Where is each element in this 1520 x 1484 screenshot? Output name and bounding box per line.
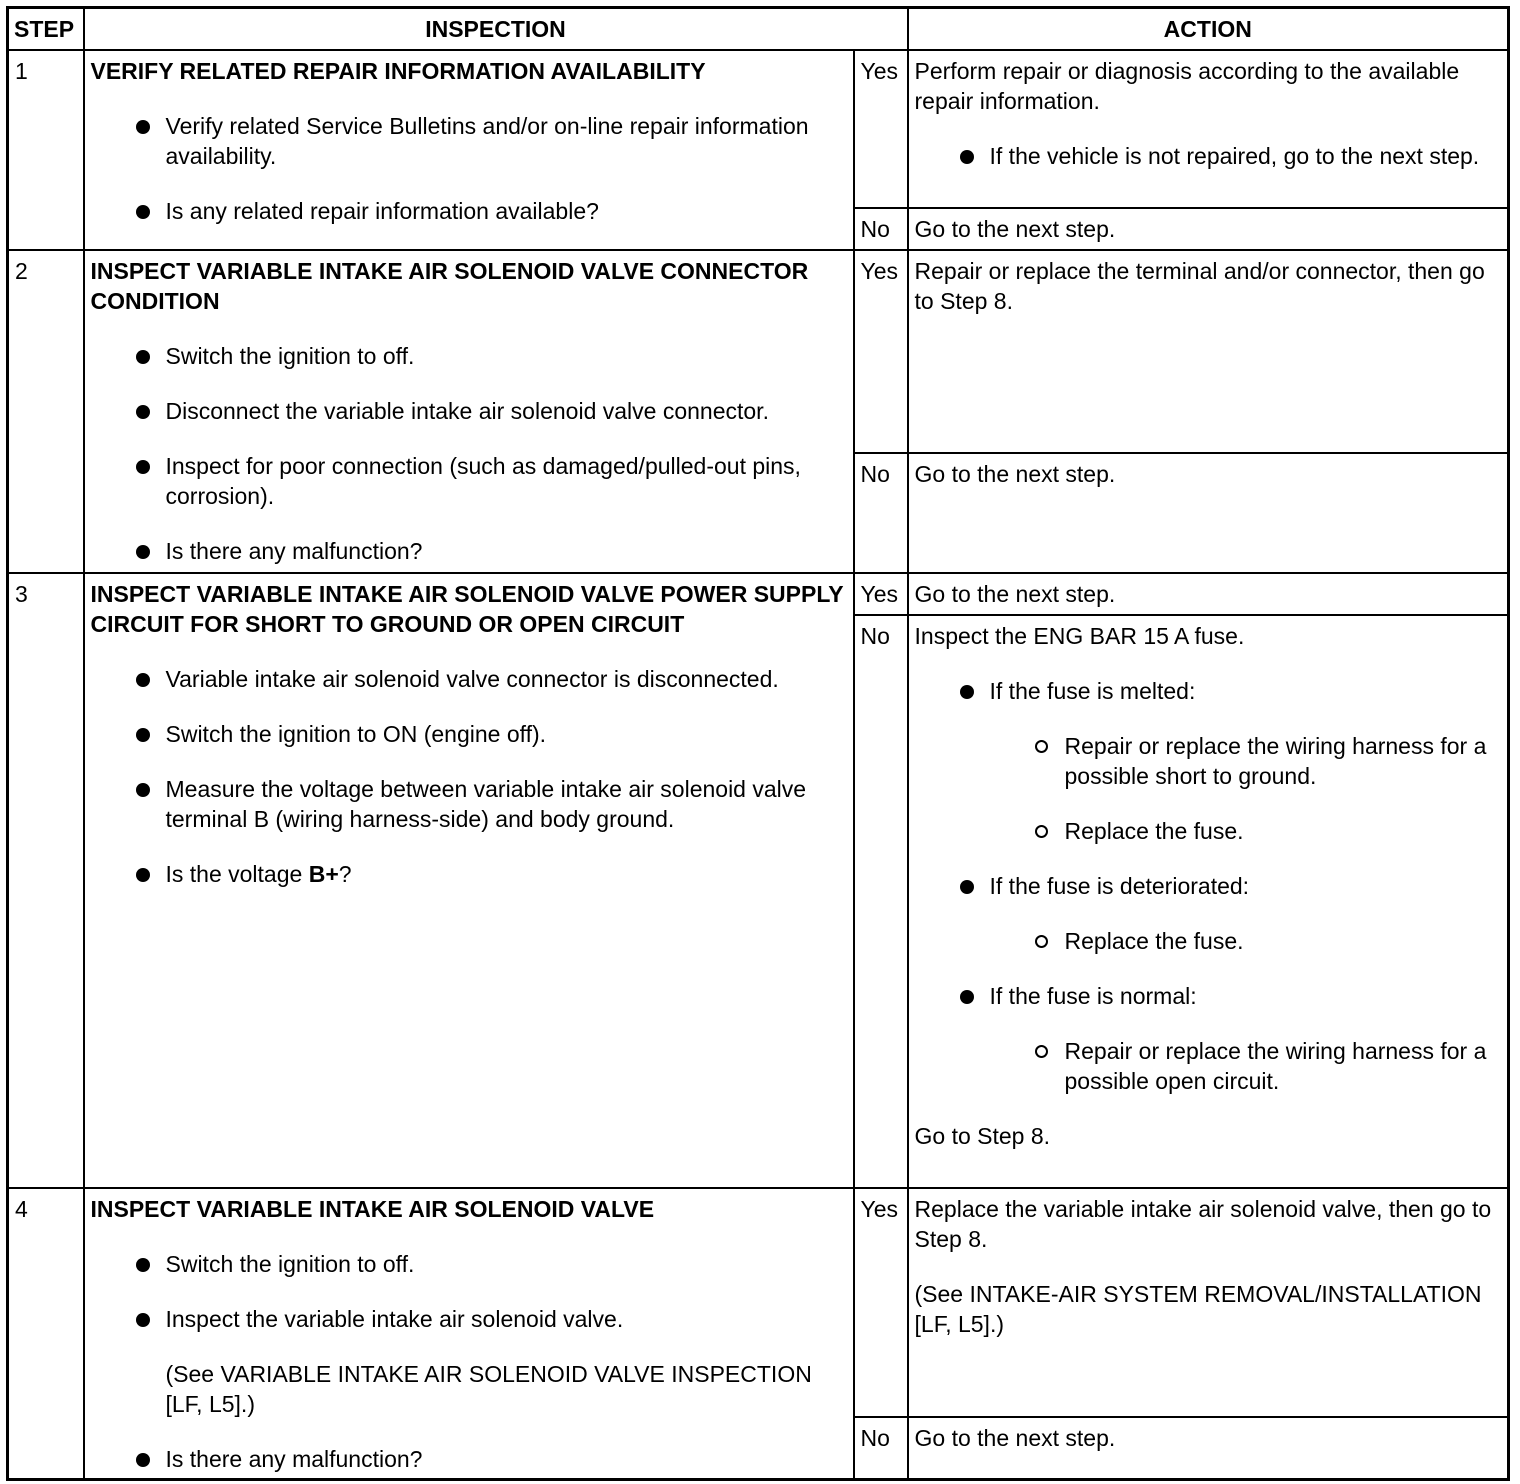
voltage-value: B+ (308, 860, 339, 887)
fuse-normal-label: If the fuse is normal: (989, 982, 1197, 1009)
action-sub-bullet: Replace the fuse. (990, 926, 1502, 956)
action-sub-bullet: Replace the fuse. (990, 816, 1502, 846)
action-sub-bullet: Repair or replace the wiring harness for a possible short to ground. (990, 731, 1502, 791)
step-3-no-action (908, 615, 1509, 1188)
no-label: No (854, 1417, 908, 1479)
inspection-bullet: Measure the voltage between variable intake air solenoid valve terminal B (wiring harness-side) and body ground. (91, 774, 847, 834)
step-title: INSPECT VARIABLE INTAKE AIR SOLENOID VALVE POWER SUPPLY CIRCUIT FOR SHORT TO GROUND OR OPEN CIRCUIT (90, 580, 844, 637)
inspection-bullet: Switch the ignition to ON (engine off). (91, 719, 847, 749)
step-title: INSPECT VARIABLE INTAKE AIR SOLENOID VALVE (90, 1195, 655, 1222)
header-action: ACTION (908, 8, 1509, 50)
inspection-bullet: Verify related Service Bulletins and/or on-line repair information availability. (91, 111, 847, 171)
step-3-yes-action: Go to the next step. (908, 573, 1509, 615)
step-4-yes-action (908, 1188, 1509, 1417)
inspection-bullet: Inspect for poor connection (such as damaged/pulled-out pins, corrosion). (91, 451, 847, 511)
step-title: VERIFY RELATED REPAIR INFORMATION AVAILABILITY (90, 57, 706, 84)
action-bullet (915, 981, 1502, 1096)
inspection-bullet: Switch the ignition to off. (91, 1249, 847, 1279)
step-1-yes-action (908, 50, 1509, 208)
inspection-bullet (91, 859, 847, 889)
step-2-inspection (84, 250, 854, 573)
diagnostic-table (6, 6, 1510, 1481)
yes-label: Yes (854, 50, 908, 208)
step-2-yes-action: Repair or replace the terminal and/or connector, then go to Step 8. (908, 250, 1509, 453)
step-3-inspection (84, 573, 854, 1188)
fuse-deteriorated-label: If the fuse is deteriorated: (989, 872, 1250, 899)
goto-step-text: Go to Step 8. (914, 1122, 1051, 1149)
action-bullet (915, 676, 1502, 846)
step-1-yes-row (8, 50, 1509, 208)
header-step: STEP (8, 8, 84, 50)
step-3-yes-row (8, 573, 1509, 615)
no-label: No (854, 615, 908, 1188)
step-4-no-action: Go to the next step. (908, 1417, 1509, 1479)
inspection-bullet: Is any related repair information available? (91, 196, 847, 226)
reference-note: (See VARIABLE INTAKE AIR SOLENOID VALVE INSPECTION [LF, L5].) (165, 1360, 812, 1417)
action-text: Replace the variable intake air solenoid valve, then go to Step 8. (914, 1195, 1492, 1252)
inspection-bullet: Variable intake air solenoid valve connector is disconnected. (91, 664, 847, 694)
step-title: INSPECT VARIABLE INTAKE AIR SOLENOID VALVE CONNECTOR CONDITION (90, 257, 809, 314)
step-1-no-action: Go to the next step. (908, 208, 1509, 250)
step-2-yes-row (8, 250, 1509, 453)
no-label: No (854, 208, 908, 250)
yes-label: Yes (854, 250, 908, 453)
question-prefix: Is the voltage (165, 860, 309, 887)
yes-label: Yes (854, 573, 908, 615)
step-number: 3 (8, 573, 84, 1188)
step-number: 2 (8, 250, 84, 573)
yes-label: Yes (854, 1188, 908, 1417)
header-inspection: INSPECTION (84, 8, 908, 50)
inspection-bullet: Disconnect the variable intake air solenoid valve connector. (91, 396, 847, 426)
action-sub-bullet: Repair or replace the wiring harness for a possible open circuit. (990, 1036, 1502, 1096)
inspection-bullet: Inspect the variable intake air solenoid valve. (91, 1304, 847, 1334)
inspection-bullet: Is there any malfunction? (91, 536, 847, 566)
step-number: 4 (8, 1188, 84, 1480)
action-text: Perform repair or diagnosis according to the available repair information. (914, 57, 1460, 114)
step-number: 1 (8, 50, 84, 250)
step-2-no-action: Go to the next step. (908, 453, 1509, 573)
no-label: No (854, 453, 908, 573)
header-row (8, 8, 1509, 50)
inspection-bullet: Is there any malfunction? (91, 1444, 847, 1474)
question-suffix: ? (338, 860, 352, 887)
action-bullet: If the vehicle is not repaired, go to the next step. (915, 141, 1502, 171)
fuse-melted-label: If the fuse is melted: (989, 677, 1196, 704)
step-1-inspection (84, 50, 854, 250)
step-4-inspection (84, 1188, 854, 1480)
action-bullet (915, 871, 1502, 956)
step-4-yes-row (8, 1188, 1509, 1417)
action-text: Inspect the ENG BAR 15 A fuse. (914, 622, 1245, 649)
reference-note: (See INTAKE-AIR SYSTEM REMOVAL/INSTALLATION [LF, L5].) (914, 1280, 1482, 1337)
inspection-bullet: Switch the ignition to off. (91, 341, 847, 371)
